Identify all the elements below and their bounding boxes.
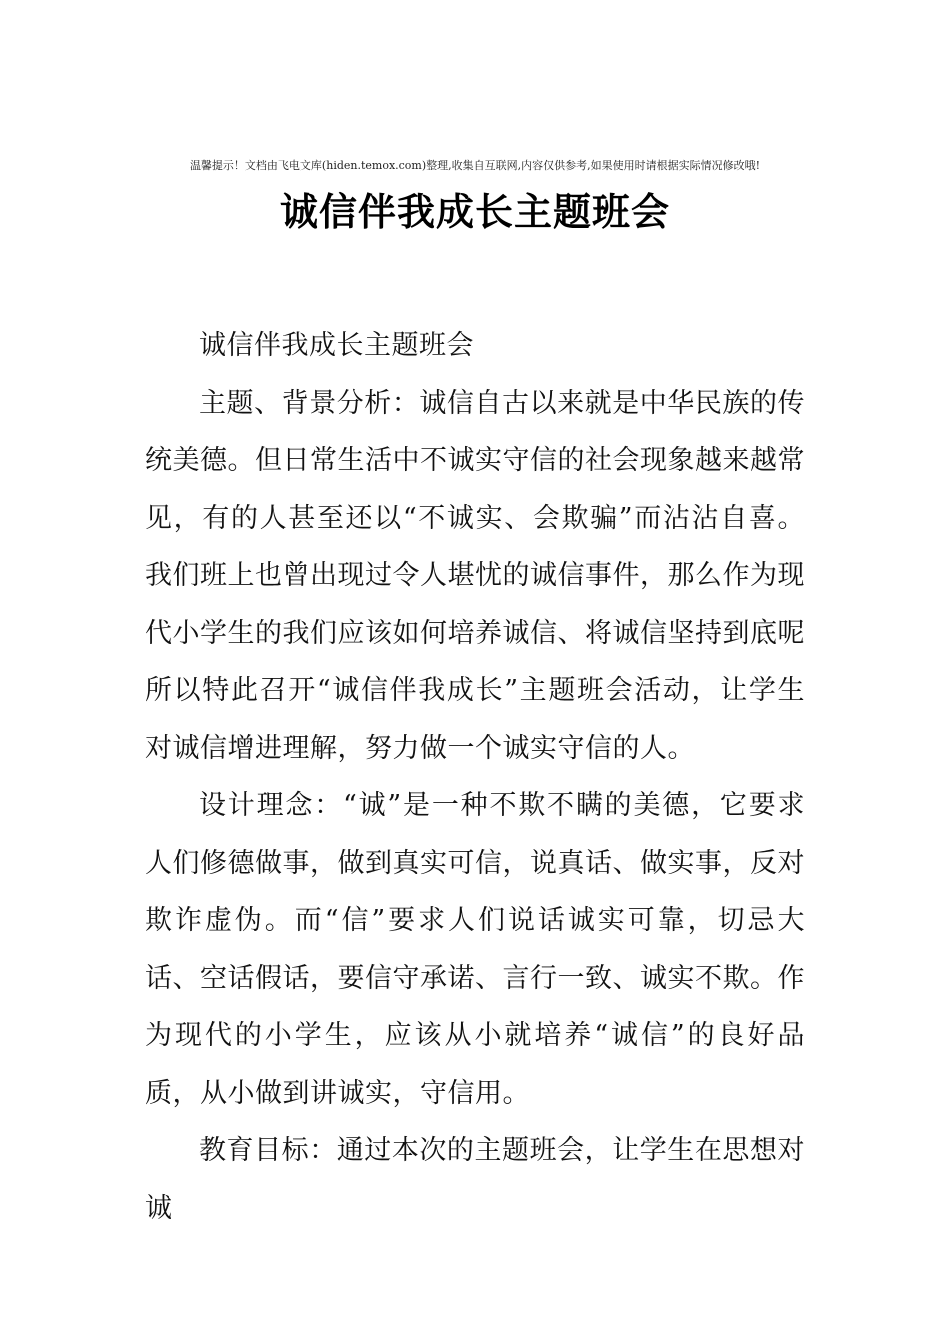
document-body — [145, 317, 805, 1237]
paragraph-subtitle: 诚信伴我成长主题班会 — [199, 330, 474, 361]
paragraph-design-concept: 设计理念：“诚”是一种不欺不瞒的美德，它要求人们修德做事，做到真实可信，说真话、做实事，反对欺诈虚伪。而“信”要求人们说话诚实可靠，切忌大话、空话假话，要信守承诺、言行一致、诚实不欺。作为现代的小学生，应该从小就培养“诚信”的良好品质，从小做到讲诚实，守信用。 — [145, 790, 805, 1109]
paragraph-background: 主题、背景分析：诚信自古以来就是中华民族的传统美德。但日常生活中不诚实守信的社会现象越来越常见，有的人甚至还以“不诚实、会欺骗”而沾沾自喜。我们班上也曾出现过令人堪忧的诚信事件，那么作为现代小学生的我们应该如何培养诚信、将诚信坚持到底呢所以特此召开“诚信伴我成长”主题班会活动，让学生对诚信增进理解，努力做一个诚实守信的人。 — [145, 387, 805, 764]
document-title: 诚信伴我成长主题班会 — [279, 189, 670, 234]
paragraph-education-goal: 教育目标：通过本次的主题班会，让学生在思想对诚 — [145, 1135, 805, 1224]
download-notice: 温馨提示！文档由飞电文库(hiden.temox.com)整理,收集自互联网,内容仅供参考,如果使用时请根据实际情况修改哦! — [189, 159, 761, 172]
